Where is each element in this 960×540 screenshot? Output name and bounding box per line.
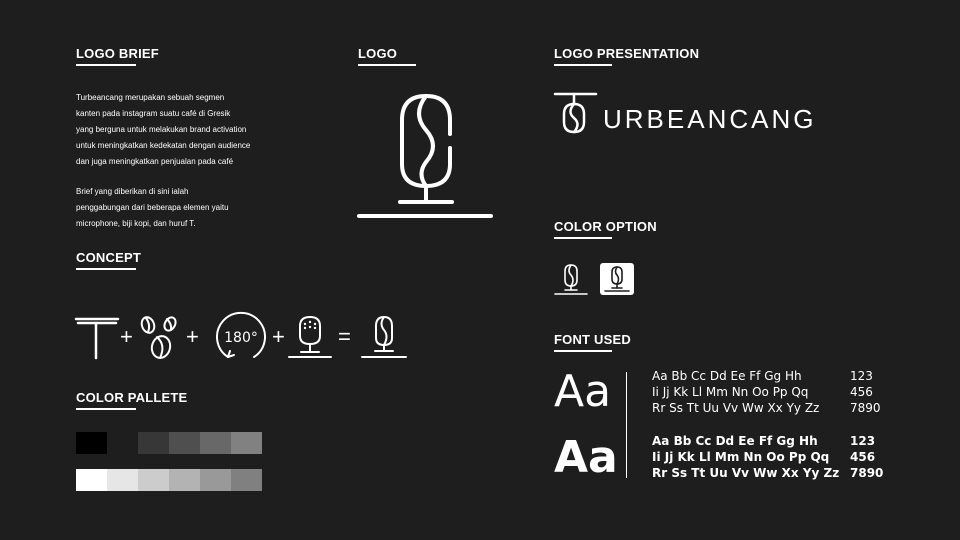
logo-brief-text	[76, 90, 316, 246]
font-bold-line-1: Aa Bb Cc Dd Ee Ff Gg Hh	[652, 434, 818, 448]
font-sample-bold: Aa	[554, 432, 618, 483]
font-divider	[626, 372, 627, 478]
palette-swatch	[231, 432, 262, 454]
font-regular-line-2: Ii Jj Kk Ll Mm Nn Oo Pp Qq	[652, 385, 809, 399]
concept-underline	[76, 268, 136, 270]
palette-swatch	[231, 469, 262, 491]
font-regular-nums-3: 7890	[850, 401, 881, 415]
font-used-underline	[554, 350, 612, 352]
color-option-light-logo-icon	[600, 263, 634, 295]
palette-swatch	[200, 432, 231, 454]
font-bold-nums-2: 456	[850, 450, 876, 464]
logo-brief-heading: LOGO BRIEF	[76, 46, 159, 61]
palette-swatch	[169, 432, 200, 454]
concept-plus-2: +	[186, 324, 199, 349]
palette-swatch	[169, 469, 200, 491]
concept-equals: =	[338, 324, 351, 349]
font-regular-nums-2: 456	[850, 385, 873, 399]
concept-result-logo-icon	[360, 314, 408, 360]
color-pallete-heading: COLOR PALLETE	[76, 390, 188, 405]
color-pallete-underline	[76, 408, 136, 410]
palette-swatch	[138, 432, 169, 454]
palette-swatch	[76, 469, 107, 491]
font-bold-line-3: Rr Ss Tt Uu Vv Ww Xx Yy Zz	[652, 466, 840, 480]
font-regular-line-1: Aa Bb Cc Dd Ee Ff Gg Hh	[652, 369, 802, 383]
presentation-logo-icon	[554, 92, 600, 136]
logo-brief-underline	[76, 64, 136, 66]
concept-plus-3: +	[272, 324, 285, 349]
font-regular-line-3: Rr Ss Tt Uu Vv Ww Xx Yy Zz	[652, 401, 820, 415]
palette-swatch	[76, 432, 107, 454]
logo-presentation-heading: LOGO PRESENTATION	[554, 46, 700, 61]
palette-swatch	[107, 469, 138, 491]
main-logo-mark	[355, 90, 495, 222]
color-option-underline	[554, 237, 612, 239]
color-option-heading: COLOR OPTION	[554, 219, 657, 234]
concept-letter-t-icon	[74, 316, 120, 360]
logo-underline	[358, 64, 416, 66]
logo-heading: LOGO	[358, 46, 398, 61]
brief-paragraph-2: Brief yang diberikan di sini ialah penggabungan dari beberapa elemen yaitu microphone, biji kopi, dan huruf T.	[76, 187, 229, 228]
palette-swatch	[200, 469, 231, 491]
color-option-dark-logo-icon	[554, 262, 588, 296]
microphone-icon	[288, 314, 332, 360]
font-regular-nums-1: 123	[850, 369, 873, 383]
concept-plus-1: +	[120, 324, 133, 349]
palette-swatch	[107, 432, 138, 454]
font-bold-nums-1: 123	[850, 434, 876, 448]
logo-presentation-underline	[554, 64, 612, 66]
concept-heading: CONCEPT	[76, 250, 141, 265]
font-bold-nums-3: 7890	[850, 466, 884, 480]
font-bold-line-2: Ii Jj Kk Ll Mm Nn Oo Pp Qq	[652, 450, 830, 464]
rotate-180-label: 180°	[224, 330, 258, 346]
presentation-wordmark: URBEANCANG	[603, 104, 817, 134]
palette-swatch	[138, 469, 169, 491]
font-sample-regular: Aa	[554, 366, 612, 417]
coffee-beans-icon	[138, 314, 184, 360]
rotate-180-icon	[214, 310, 268, 364]
font-used-heading: FONT USED	[554, 332, 631, 347]
brief-paragraph-1: Turbeancang merupakan sebuah segmen kanten pada instagram suatu café di Gresik yang berguna untuk melakukan brand activation untuk meningkatkan kedekatan dengan audience dan juga meningkatkan penjualan pada café	[76, 93, 251, 166]
